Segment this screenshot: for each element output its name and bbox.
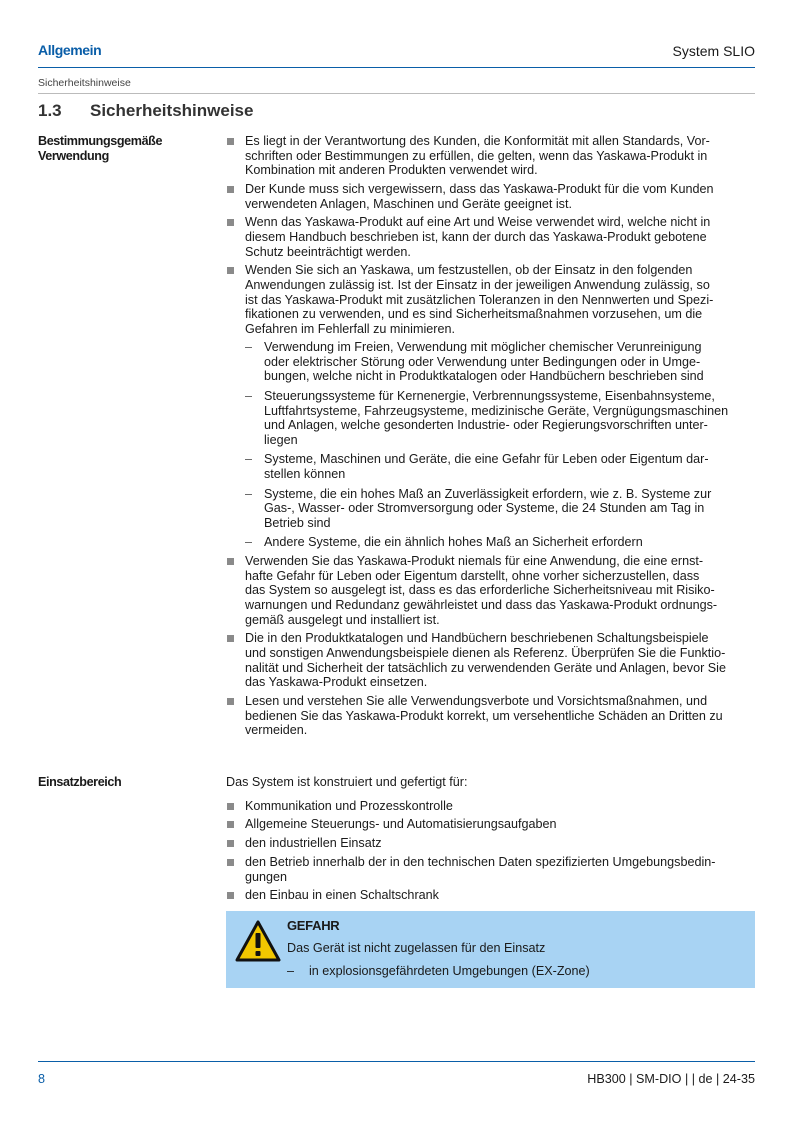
line: oder elektrischer Störung oder Verwendung unter Bedingungen oder in Umge- (264, 354, 701, 369)
scope-intro: Das System ist konstruiert und gefertigt für: (226, 775, 468, 789)
square-bullet-icon (227, 840, 234, 847)
line: fikationen zu verwenden, und es sind Sicherheitsmaßnahmen vorzusehen, um die (245, 307, 703, 322)
dash-icon: – (245, 452, 253, 467)
footer-divider (38, 1061, 755, 1062)
line: Die in den Produktkatalogen und Handbüchern beschriebenen Schaltungsbeispiele (245, 631, 709, 646)
line: warnungen und Redundanz gewährleistet und dass das Yaskawa-Produkt ordnungs- (245, 597, 718, 612)
line: Luftfahrtsysteme, Fahrzeugsysteme, medizinische Geräte, Vergnügungsmaschinen (264, 403, 729, 418)
square-bullet-icon (227, 698, 234, 705)
line: ist das Yaskawa-Produkt mit zusätzlichen Toleranzen in den Nennwerten und Spezi- (245, 292, 714, 307)
square-bullet-icon (227, 219, 234, 226)
square-bullet-icon (227, 635, 234, 642)
chapter-title: Allgemein (38, 42, 102, 58)
square-bullet-icon (227, 859, 234, 866)
danger-text: Das Gerät ist nicht zugelassen für den Einsatz (287, 941, 546, 955)
scope-content (226, 775, 758, 907)
square-bullet-icon (227, 892, 234, 899)
line: hafte Gefahr für Leben oder Eigentum darstellt, ohne vorher sicherzustellen, dass (245, 568, 700, 583)
line: Lesen und verstehen Sie alle Verwendungsverbote und Vorsichtsmaßnahmen, und (245, 693, 708, 708)
line: Gefahren im Fehlerfall zu minimieren. (245, 321, 455, 336)
line: vermeiden. (245, 723, 308, 738)
danger-subitem (287, 964, 590, 979)
scope-side-label: Einsatzbereich (38, 775, 122, 789)
dash-icon: – (287, 964, 295, 978)
danger-title: GEFAHR (287, 918, 340, 933)
line: Andere Systeme, die ein ähnlich hohes Maß an Sicherheit erfordern (264, 535, 643, 550)
list-item (226, 631, 758, 689)
list-item (226, 694, 758, 738)
list-item (226, 836, 758, 851)
line: Systeme, die ein hohes Maß an Zuverlässigkeit erfordern, wie z. B. Systeme zur (264, 486, 712, 501)
line: den industriellen Einsatz (245, 836, 382, 851)
usage-side-label-line: Verwendung (38, 148, 109, 163)
dash-icon: – (245, 340, 253, 355)
line: Schutz beeinträchtigt werden. (245, 244, 411, 259)
line: Wenn das Yaskawa-Produkt auf eine Art und Weise verwendet wird, welche nicht in (245, 215, 711, 230)
sub-list-item (245, 535, 758, 550)
list-item (226, 888, 758, 903)
line: nalität und Sicherheit der tatsächlich zu verwendenden Geräte und Anlagen, bevor Sie (245, 660, 726, 675)
document-id: HB300 | SM-DIO | | de | 24-35 (587, 1072, 755, 1086)
line: Wenden Sie sich an Yaskawa, um festzustellen, ob der Einsatz in den folgenden (245, 263, 693, 278)
section-number: 1.3 (38, 101, 62, 120)
square-bullet-icon (227, 138, 234, 145)
dash-icon: – (245, 486, 253, 501)
line: Allgemeine Steuerungs- und Automatisierungsaufgaben (245, 817, 557, 832)
usage-list (226, 134, 758, 738)
danger-notice (226, 911, 755, 988)
line: den Einbau in einen Schaltschrank (245, 888, 439, 903)
page-number: 8 (38, 1072, 46, 1086)
list-item (226, 182, 758, 211)
line: Kommunikation und Prozesskontrolle (245, 798, 453, 813)
usage-side-label (38, 134, 218, 163)
line: Anwendungen zulässig ist. Ist der Einsatz in der jeweiligen Anwendung zulässig, so (245, 277, 710, 292)
danger-subitem-text: in explosionsgefährdeten Umgebungen (EX-Zone) (309, 964, 590, 978)
warning-triangle-icon (235, 920, 281, 962)
line: Betrieb sind (264, 515, 331, 530)
line: stellen können (264, 467, 346, 482)
list-item (226, 855, 758, 884)
line: Verwenden Sie das Yaskawa-Produkt niemals für eine Anwendung, die eine ernst- (245, 554, 704, 569)
line: verwendeten Anlagen, Maschinen und Geräte geeignet ist. (245, 196, 572, 211)
line: schriften oder Bestimmungen zu erfüllen, die gelten, wenn das Yaskawa-Produkt in (245, 148, 708, 163)
dash-icon: – (245, 535, 253, 550)
header-divider (38, 67, 755, 68)
square-bullet-icon (227, 803, 234, 810)
line: Kombination mit anderen Produkten verwendet wird. (245, 163, 538, 178)
line: und Anlagen, welche gesonderten Industrie- oder Regierungsvorschriften unter- (264, 418, 708, 433)
section-title: Sicherheitshinweise (90, 101, 254, 120)
scope-list (226, 799, 758, 903)
list-item (226, 263, 758, 550)
sub-list-item (245, 340, 758, 384)
square-bullet-icon (227, 821, 234, 828)
line: bungen, welche nicht in Produktkatalogen oder Handbüchern beschrieben sind (264, 369, 704, 384)
line: Der Kunde muss sich vergewissern, dass das Yaskawa-Produkt für die vom Kunden (245, 181, 714, 196)
section-heading (38, 101, 254, 120)
square-bullet-icon (227, 186, 234, 193)
list-item (226, 134, 758, 178)
sub-list-item (245, 487, 758, 531)
line: den Betrieb innerhalb der in den technischen Daten spezifizierten Umgebungsbedin- (245, 854, 716, 869)
sub-list-item (245, 452, 758, 481)
line: das System so ausgelegt ist, dass es das erforderliche Sicherheitsniveau mit Risiko- (245, 583, 715, 598)
line: Steuerungssysteme für Kernenergie, Verbrennungssysteme, Eisenbahnsysteme, (264, 389, 715, 404)
dash-icon: – (245, 389, 253, 404)
square-bullet-icon (227, 267, 234, 274)
sub-list (245, 340, 758, 550)
line: Systeme, Maschinen und Geräte, die eine Gefahr für Leben oder Eigentum dar- (264, 452, 709, 467)
usage-content (226, 134, 758, 742)
line: Gas-, Wasser- oder Stromversorgung oder Systeme, die 24 Stunden am Tag in (264, 501, 705, 516)
list-item (226, 817, 758, 832)
line: Es liegt in der Verantwortung des Kunden, die Konformität mit allen Standards, Vor- (245, 134, 710, 148)
product-name: System SLIO (672, 43, 755, 59)
sub-list-item (245, 389, 758, 447)
square-bullet-icon (227, 558, 234, 565)
breadcrumb-divider (38, 93, 755, 94)
line: gemäß ausgelegt und installiert ist. (245, 612, 440, 627)
line: liegen (264, 432, 298, 447)
line: das Yaskawa-Produkt einsetzen. (245, 675, 428, 690)
usage-side-label-line: Bestimmungsgemäße (38, 134, 163, 148)
list-item (226, 215, 758, 259)
line: diesem Handbuch beschrieben ist, kann der durch das Yaskawa-Produkt gebotene (245, 229, 707, 244)
line: bedienen Sie das Yaskawa-Produkt korrekt, um versehentliche Schäden an Dritten zu (245, 708, 723, 723)
line: und sonstigen Anwendungsbeispiele dienen als Referenz. Überprüfen Sie die Funktio- (245, 645, 726, 660)
line: gungen (245, 869, 288, 884)
list-item (226, 554, 758, 627)
list-item (226, 799, 758, 814)
breadcrumb: Sicherheitshinweise (38, 77, 131, 89)
line: Verwendung im Freien, Verwendung mit möglicher chemischer Verunreinigung (264, 340, 702, 355)
